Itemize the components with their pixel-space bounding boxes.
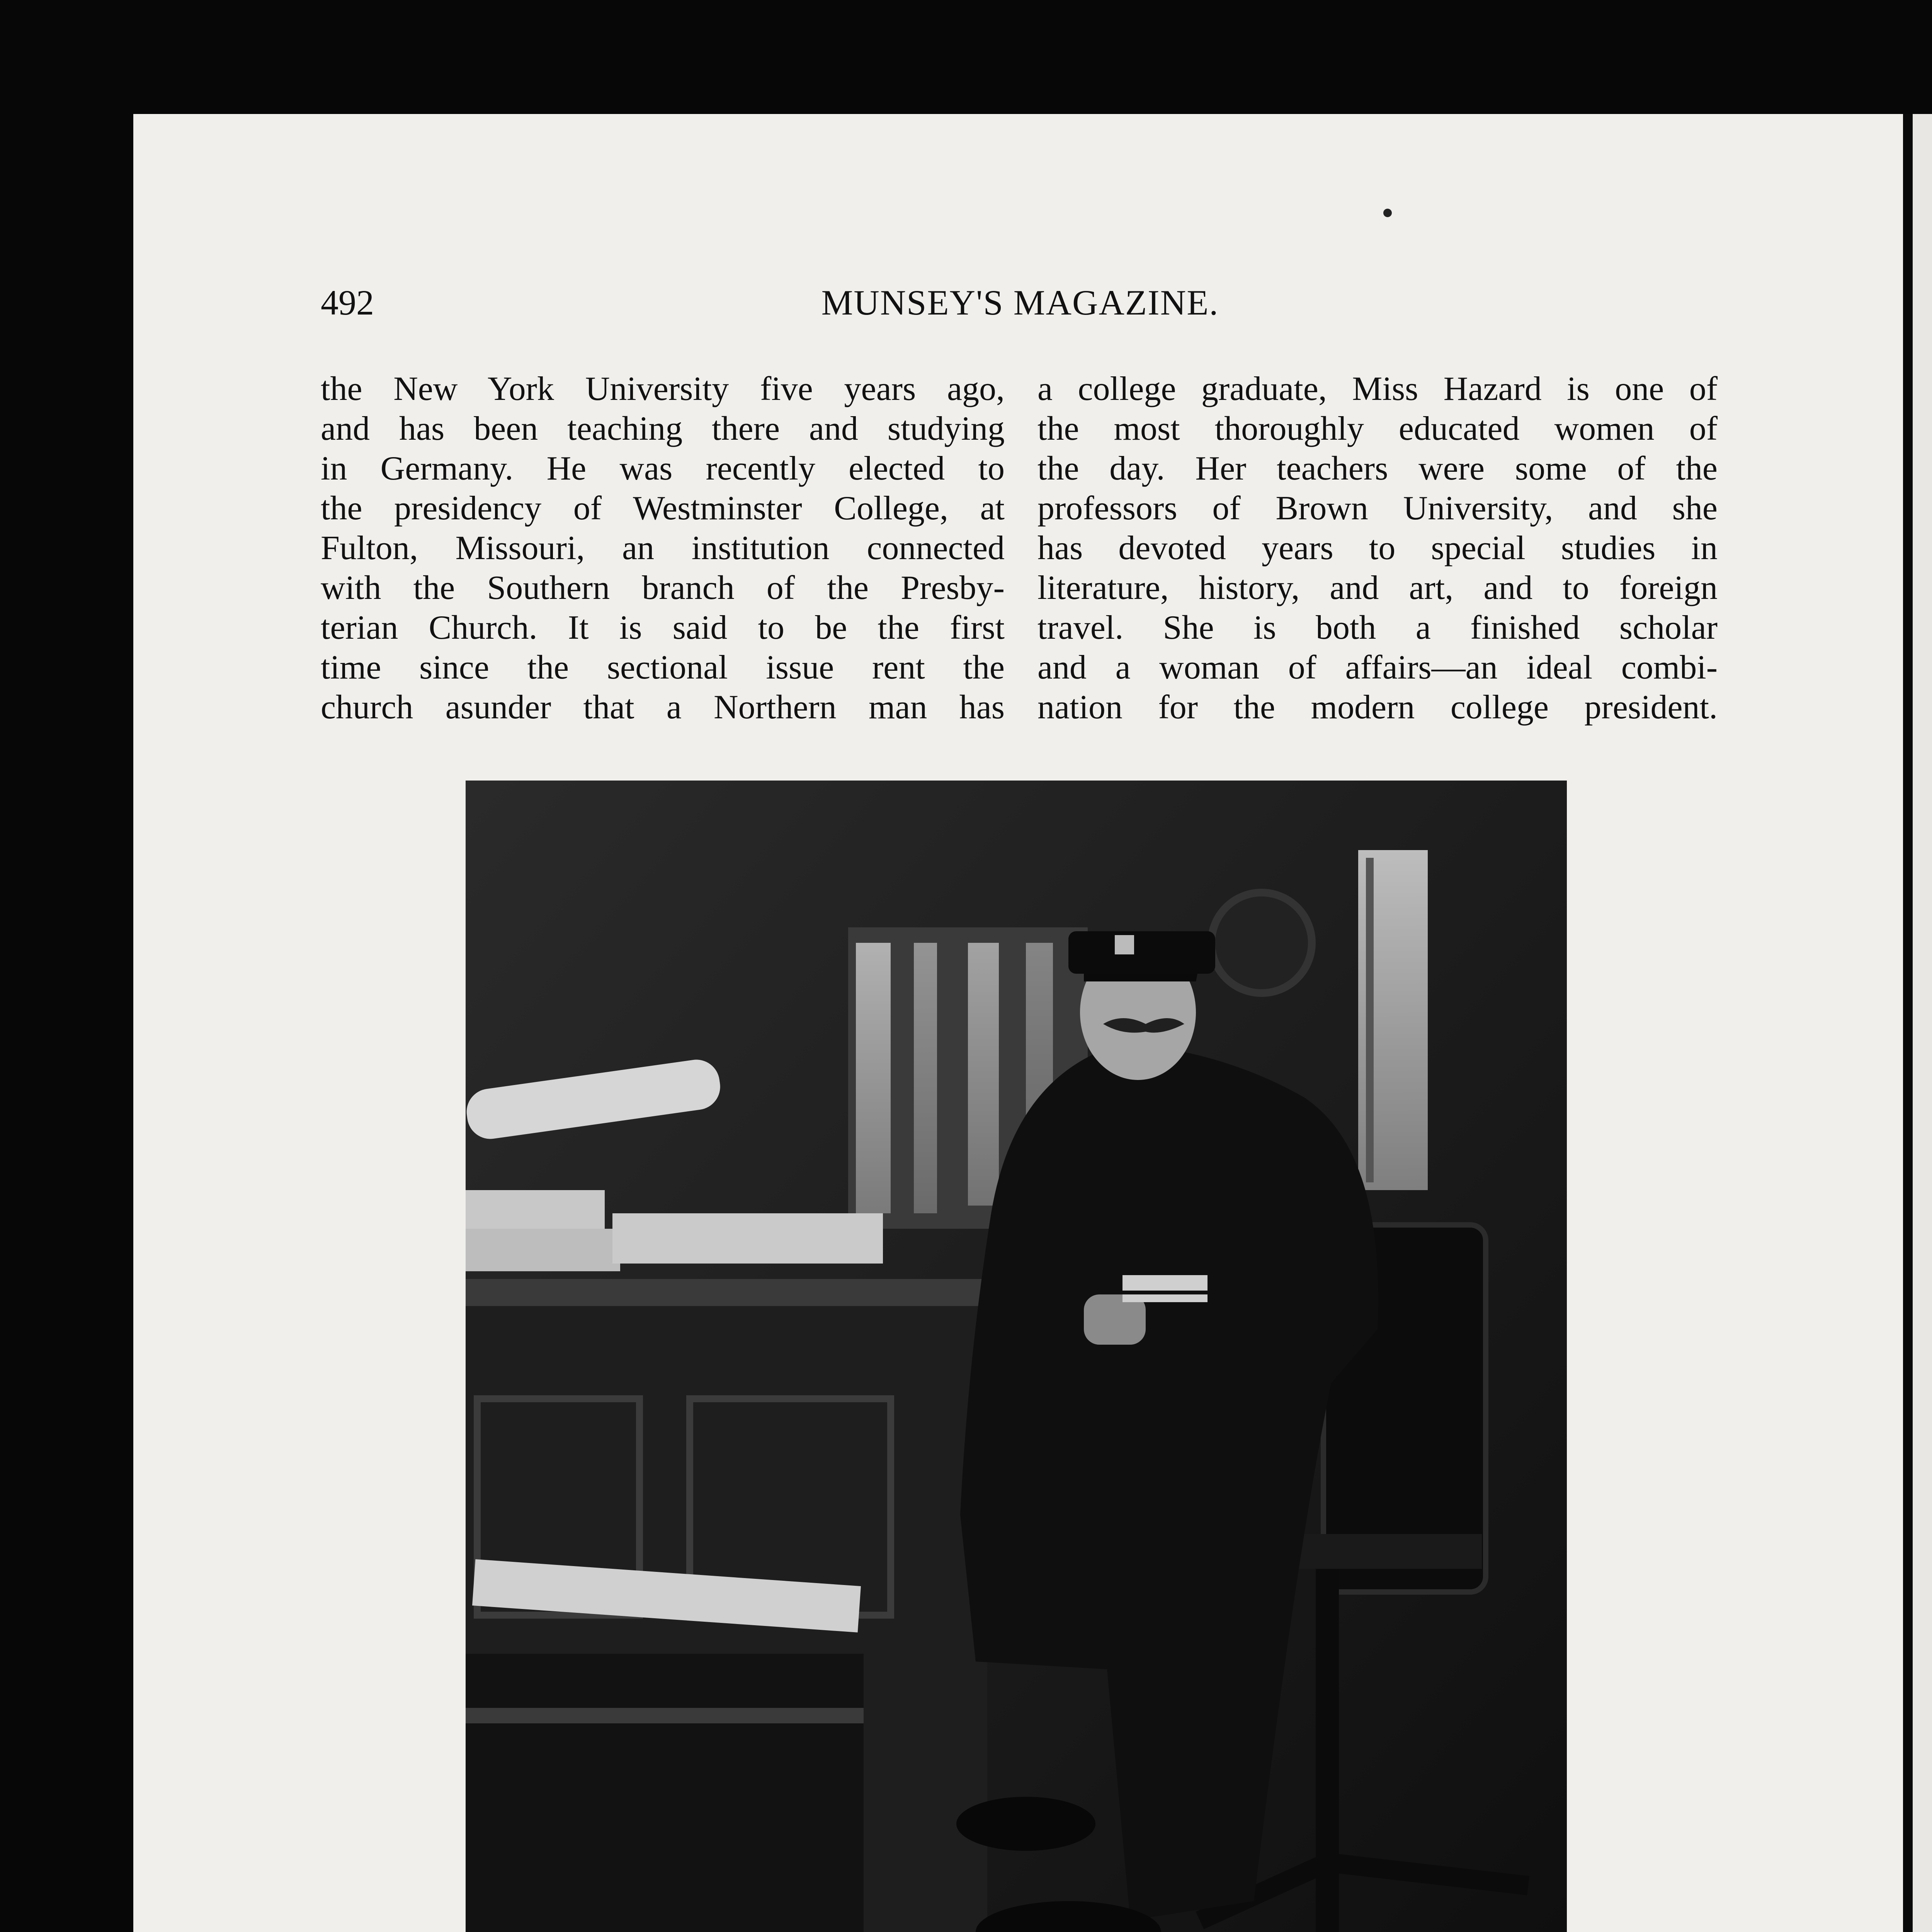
text-line: in Germany. He was recently elected to [321, 450, 1005, 487]
page-header [321, 282, 1719, 336]
text-line: and has been teaching there and studying [321, 410, 1005, 447]
text-line: the presidency of Westminster College, at [321, 490, 1005, 527]
magazine-title: MUNSEY'S MAGAZINE. [821, 283, 1219, 322]
text-line: professors of Brown University, and she [1037, 490, 1718, 527]
text-line: terian Church. It is said to be the first [321, 609, 1005, 646]
page-number: 492 [321, 283, 374, 322]
text-line: nation for the modern college president. [1037, 689, 1718, 726]
page-gutter [1903, 114, 1914, 1932]
text-line: Fulton, Missouri, an institution connected [321, 529, 1005, 567]
portrait-photograph [466, 781, 1567, 1932]
text-line: time since the sectional issue rent the [321, 649, 1005, 686]
text-line: the day. Her teachers were some of the [1037, 450, 1718, 487]
text-line: the most thoroughly educated women of [1037, 410, 1718, 447]
text-line: has devoted years to special studies in [1037, 529, 1718, 567]
text-line: a college graduate, Miss Hazard is one of [1037, 370, 1718, 408]
top-left-column [321, 369, 1005, 727]
text-line: literature, history, and art, and to foreign [1037, 569, 1718, 607]
text-line: the New York University five years ago, [321, 370, 1005, 408]
text-line: with the Southern branch of the Presby- [321, 569, 1005, 607]
text-line: church asunder that a Northern man has [321, 689, 1005, 726]
top-right-column [1037, 369, 1718, 727]
text-line: travel. She is both a finished scholar [1037, 609, 1718, 646]
ink-speck [1383, 209, 1392, 217]
photo-illustration [466, 781, 1567, 1932]
text-line: and a woman of affairs—an ideal combi- [1037, 649, 1718, 686]
next-page-edge [1913, 114, 1932, 1932]
